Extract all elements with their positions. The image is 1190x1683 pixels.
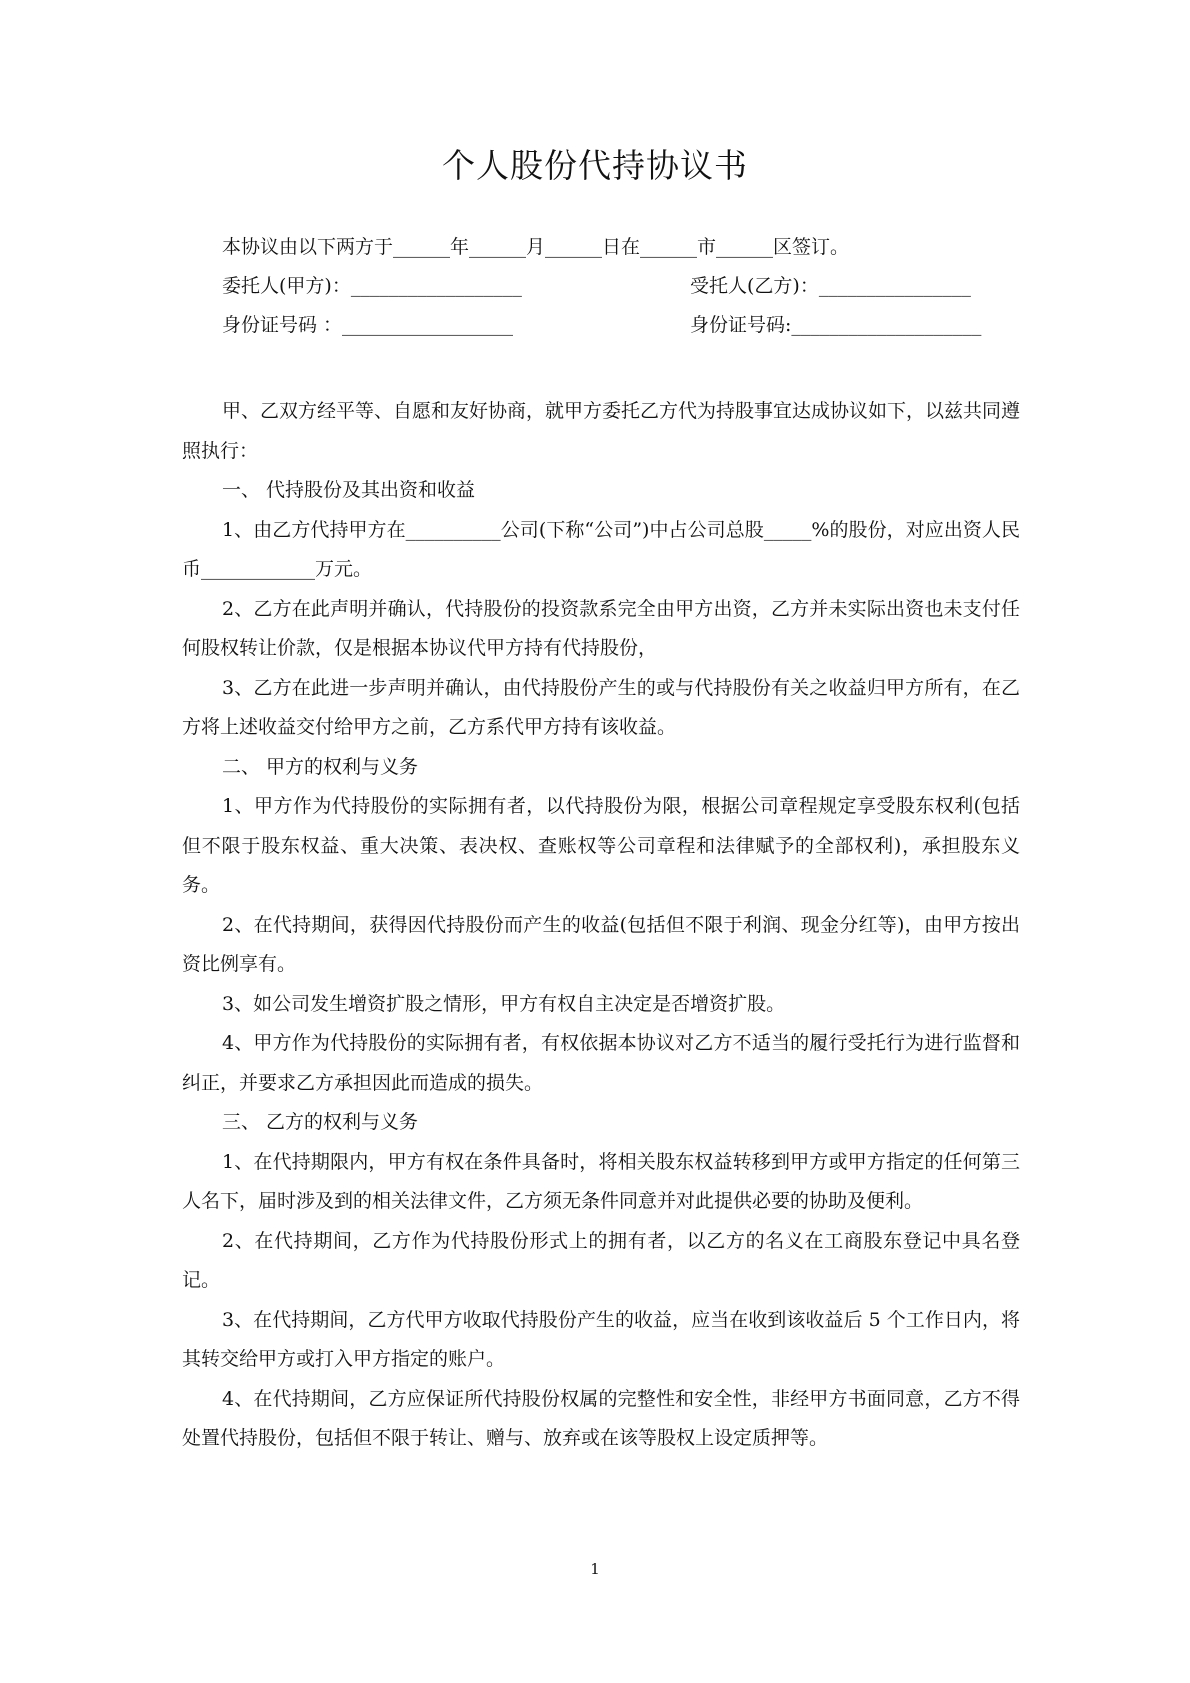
agent-label: 受托人(乙方)：________________ [690,275,971,297]
clause-2-4: 4、甲方作为代持股份的实际拥有者，有权依据本协议对乙方不适当的履行受托行为进行监督和纠正，并要求乙方承担因此而造成的损失。 [182,1032,1020,1094]
agreement-body [182,392,1020,1459]
document-title: 个人股份代持协议书 [442,146,748,185]
clause-3-2: 2、在代持期间，乙方作为代持股份形式上的拥有者，以乙方的名义在工商股东登记中具名登记。 [182,1229,1020,1291]
agent-id-label: 身份证号码:____________________ [690,314,982,336]
section-heading-1: 一、 代持股份及其出资和收益 [222,479,476,501]
clause-1-3: 3、乙方在此进一步声明并确认，由代持股份产生的或与代持股份有关之收益归甲方所有，在乙方将上述收益交付给甲方之前，乙方系代甲方持有该收益。 [182,676,1020,738]
clause-2-1: 1、甲方作为代持股份的实际拥有者，以代持股份为限，根据公司章程规定享受股东权利(包括但不限于股东权益、重大决策、表决权、查账权等公司章程和法律赋予的全部权利)，承担股东义务。 [182,795,1020,896]
section-heading-2: 二、 甲方的权利与义务 [222,755,419,778]
clause-2-2: 2、在代持期间，获得因代持股份而产生的收益(包括但不限于利润、现金分红等)，由甲方按出资比例享有。 [182,913,1020,975]
clause-3-3: 3、在代持期间，乙方代甲方收取代持股份产生的收益，应当在收到该收益后 5 个工作日内，将其转交给甲方或打入甲方指定的账户。 [182,1308,1020,1370]
section-heading-3: 三、 乙方的权利与义务 [222,1111,419,1133]
clause-3-1: 1、在代持期限内，甲方有权在条件具备时，将相关股东权益转移到甲方或甲方指定的任何第三人名下，届时涉及到的相关法律文件，乙方须无条件同意并对此提供必要的协助及便利。 [182,1150,1020,1212]
clause-3-4: 4、在代持期间，乙方应保证所代持股份权属的完整性和安全性，非经甲方书面同意，乙方不得处置代持股份，包括但不限于转让、赠与、放弃或在该等股权上设定质押等。 [182,1387,1020,1449]
page-number: 1 [590,1560,600,1578]
principal-label: 委托人(甲方)：__________________ [222,275,522,297]
clause-1-1: 1、由乙方代持甲方在__________公司(下称“公司”)中占公司总股_____%的股份，对应出资人民币____________万元。 [182,518,1020,580]
signing-line: 本协议由以下两方于______年______月______日在______市______区签订。 [222,236,850,258]
principal-id-label: 身份证号码 ：__________________ [222,314,514,336]
clause-2-3: 3、如公司发生增资扩股之情形，甲方有权自主决定是否增资扩股。 [222,992,786,1015]
clause-1-2: 2、乙方在此声明并确认，代持股份的投资款系完全由甲方出资，乙方并未实际出资也未支付任何股权转让价款，仅是根据本协议代甲方持有代持股份， [182,597,1020,659]
preamble-paragraph: 甲、乙双方经平等、自愿和友好协商，就甲方委托乙方代为持股事宜达成协议如下，以兹共同遵照执行： [182,400,1021,462]
